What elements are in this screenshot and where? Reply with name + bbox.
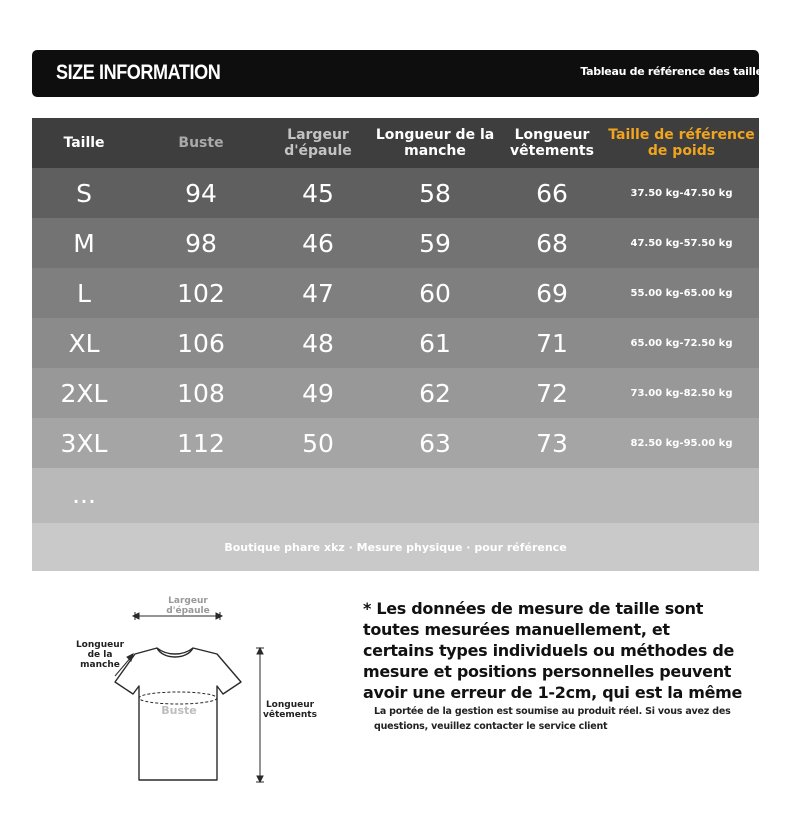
sleeve-length-label: Longueur de la manche bbox=[75, 640, 125, 670]
table-row bbox=[32, 268, 759, 318]
table-row bbox=[32, 218, 759, 268]
shoulder-width-label: Largeur d'épaule bbox=[166, 596, 210, 616]
cell-weight: 37.50 kg-47.50 kg bbox=[630, 187, 733, 199]
cell-shoulder: 45 bbox=[302, 178, 334, 208]
measurement-notes bbox=[363, 598, 743, 734]
cell-length: 71 bbox=[536, 328, 568, 358]
cell-chest: 94 bbox=[185, 178, 217, 208]
table-row-more bbox=[32, 468, 759, 523]
table-header-row bbox=[32, 118, 759, 168]
cell-length: 66 bbox=[536, 178, 568, 208]
service-note: La portée de la gestion est soumise au produit réel. Si vous avez des questions, veuillez contacter le service client bbox=[374, 706, 731, 732]
cell-chest: 108 bbox=[177, 378, 225, 408]
column-header-size: Taille bbox=[63, 135, 105, 151]
cell-sleeve: 60 bbox=[419, 278, 451, 308]
table-row bbox=[32, 368, 759, 418]
cell-shoulder: 48 bbox=[302, 328, 334, 358]
cell-size: XL bbox=[68, 328, 100, 358]
tshirt-diagram bbox=[75, 590, 335, 795]
cell-weight: 65.00 kg-72.50 kg bbox=[630, 337, 733, 349]
table-row bbox=[32, 318, 759, 368]
column-header-shoulder: Largeur d'épaule bbox=[284, 127, 352, 159]
cell-shoulder: 47 bbox=[302, 278, 334, 308]
table-row bbox=[32, 418, 759, 468]
cell-length: 73 bbox=[536, 428, 568, 458]
cell-chest: 98 bbox=[185, 228, 217, 258]
cell-length: 68 bbox=[536, 228, 568, 258]
cell-sleeve: 58 bbox=[419, 178, 451, 208]
size-table bbox=[32, 118, 759, 571]
cell-shoulder: 49 bbox=[302, 378, 334, 408]
cell-weight: 82.50 kg-95.00 kg bbox=[630, 437, 733, 449]
cell-size: 3XL bbox=[60, 428, 108, 458]
more-indicator: ... bbox=[72, 480, 96, 509]
cell-size: 2XL bbox=[60, 378, 108, 408]
cell-length: 72 bbox=[536, 378, 568, 408]
column-header-sleeve: Longueur de la manche bbox=[375, 127, 495, 159]
table-row bbox=[32, 168, 759, 218]
cell-size: M bbox=[73, 228, 95, 258]
cell-length: 69 bbox=[536, 278, 568, 308]
column-header-length: Longueur vêtements bbox=[510, 127, 594, 159]
table-footnote: Boutique phare xkz · Mesure physique · pour référence bbox=[32, 523, 759, 571]
header-bar bbox=[32, 50, 769, 97]
page-title: SIZE INFORMATION bbox=[56, 61, 221, 84]
measurement-disclaimer: * Les données de mesure de taille sont toutes mesurées manuellement, et certains types individuels ou méthodes de mesure et positions personnelles peuvent avoir une erreur de 1-2cm, qui est la même bbox=[363, 599, 743, 702]
cell-weight: 55.00 kg-65.00 kg bbox=[630, 287, 733, 299]
cell-chest: 106 bbox=[177, 328, 225, 358]
cell-sleeve: 61 bbox=[419, 328, 451, 358]
length-label: Longueur vêtements bbox=[263, 700, 317, 720]
cell-sleeve: 63 bbox=[419, 428, 451, 458]
cell-sleeve: 62 bbox=[419, 378, 451, 408]
cell-weight: 73.00 kg-82.50 kg bbox=[630, 387, 733, 399]
page-subtitle: Tableau de référence des tailles bbox=[580, 65, 769, 78]
cell-size: S bbox=[76, 178, 92, 208]
cell-shoulder: 50 bbox=[302, 428, 334, 458]
cell-shoulder: 46 bbox=[302, 228, 334, 258]
tshirt-outline-icon bbox=[75, 590, 335, 795]
cell-chest: 112 bbox=[177, 428, 225, 458]
column-header-weight: Taille de référence de poids bbox=[608, 127, 755, 159]
cell-sleeve: 59 bbox=[419, 228, 451, 258]
chest-label: Buste bbox=[161, 704, 197, 717]
cell-size: L bbox=[77, 278, 91, 308]
cell-chest: 102 bbox=[177, 278, 225, 308]
cell-weight: 47.50 kg-57.50 kg bbox=[630, 237, 733, 249]
column-header-chest: Buste bbox=[178, 135, 224, 151]
